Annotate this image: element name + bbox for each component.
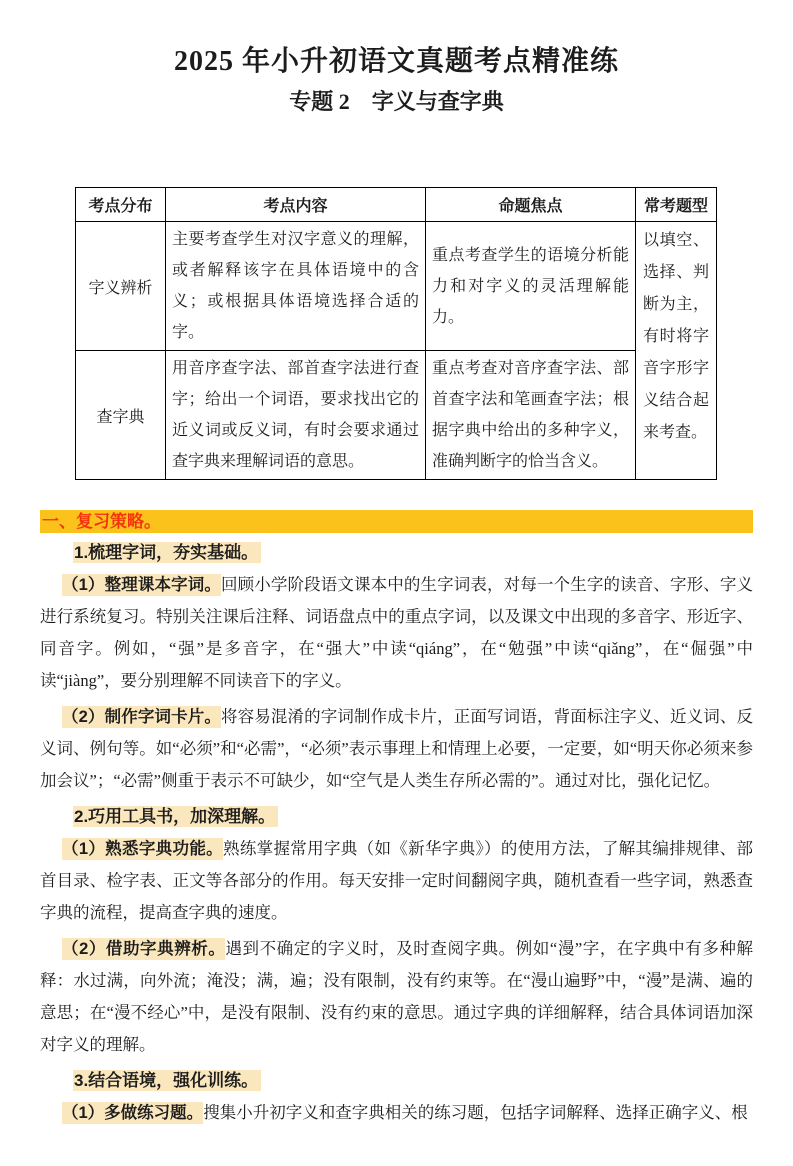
table-header-row — [76, 188, 717, 222]
paragraph-text: 熟练掌握常用字典（如《新华字典》）的使用方法，了解其编排规律、部首目录、检字表、正文等各部分的作用。每天安排一定时间翻阅字典，随机查看一些字词，熟悉查字典的流程，提高查字典的速度。 — [40, 839, 753, 922]
table-row — [76, 222, 717, 351]
paragraph-lead: （1）多做练习题。 — [62, 1104, 204, 1122]
paragraph-lead: （2）制作字词卡片。 — [62, 708, 221, 726]
cell-question-types: 以填空、选择、判断为主，有时将字音字形字义结合起来考查。 — [636, 222, 717, 480]
table-row — [76, 351, 717, 480]
strategy-heading-2 — [73, 804, 753, 829]
paragraph-text: 将容易混淆的字词制作成卡片，正面写词语，背面标注字义、近义词、反义词、例句等。如“必须”和“必需”，“必须”表示事理上和情理上必要，一定要，如“明天你必须来参加会议”；“必需”侧重于表示不可缺少，如“空气是人类生存所必需的”。通过对比，强化记忆。 — [40, 707, 754, 790]
section-banner — [40, 510, 753, 533]
table-header-content: 考点内容 — [166, 188, 426, 222]
cell-category: 字义辨析 — [76, 222, 166, 351]
strategy-paragraph — [40, 833, 753, 929]
page-title: 2025 年小升初语文真题考点精准练 — [173, 46, 619, 77]
strategy-paragraph — [40, 569, 753, 697]
paragraph-text: 搜集小升初字义和查字典相关的练习题，包括字词解释、选择正确字义、根 — [203, 1103, 748, 1122]
cell-content: 主要考查学生对汉字意义的理解，或者解释该字在具体语境中的含义；或根据具体语境选择合适的字。 — [166, 222, 426, 351]
strategy-heading-label: 2.巧用工具书，加深理解。 — [73, 806, 278, 827]
paragraph-text: 回顾小学阶段语文课本中的生字词表，对每一个生字的读音、字形、字义进行系统复习。特别关注课后注释、词语盘点中的重点字词，以及课文中出现的多音字、形近字、同音字。例如，“强”是多音字，在“强大”中读“qiáng”，在“勉强”中读“qiǎng”，在“倔强”中读“jiàng”，要分别理解不同读音下的字义。 — [40, 575, 754, 690]
cell-focus: 重点考查对音序查字法、部首查字法和笔画查字法；根据字典中给出的多种字义，准确判断字的恰当含义。 — [426, 351, 636, 480]
cell-focus: 重点考查学生的语境分析能力和对字义的灵活理解能力。 — [426, 222, 636, 351]
strategy-heading-label: 3.结合语境，强化训练。 — [73, 1070, 261, 1091]
table-header-category: 考点分布 — [76, 188, 166, 222]
strategy-paragraph — [40, 1097, 753, 1129]
paragraph-lead: （2）借助字典辨析。 — [62, 940, 226, 958]
strategy-heading-1 — [73, 540, 753, 565]
cell-content: 用音序查字法、部首查字法进行查字；给出一个词语，要求找出它的近义词或反义词，有时会要求通过查字典来理解词语的意思。 — [166, 351, 426, 480]
table-header-focus: 命题焦点 — [426, 188, 636, 222]
paragraph-lead: （1）整理课本字词。 — [62, 576, 221, 594]
section-title: 一、复习策略。 — [42, 512, 161, 531]
cell-category: 查字典 — [76, 351, 166, 480]
strategy-paragraph — [40, 933, 753, 1061]
page-subtitle: 专题 2 字义与查字典 — [289, 89, 504, 114]
paragraph-lead: （1）熟悉字典功能。 — [62, 840, 223, 858]
document-page — [0, 44, 793, 1129]
paragraph-text: 遇到不确定的字义时，及时查阅字典。例如“漫”字，在字典中有多种解释：水过满，向外流；淹没；满，遍；没有限制，没有约束等。在“漫山遍野”中，“漫”是满、遍的意思；在“漫不经心”中，是没有限制、没有约束的意思。通过字典的详细解释，结合具体词语加深对字义的理解。 — [40, 939, 753, 1054]
exam-points-table — [75, 187, 717, 480]
table-header-question-types: 常考题型 — [636, 188, 717, 222]
strategy-paragraph — [40, 701, 753, 797]
strategy-heading-label: 1.梳理字词，夯实基础。 — [73, 542, 261, 563]
strategy-heading-3 — [73, 1068, 753, 1093]
